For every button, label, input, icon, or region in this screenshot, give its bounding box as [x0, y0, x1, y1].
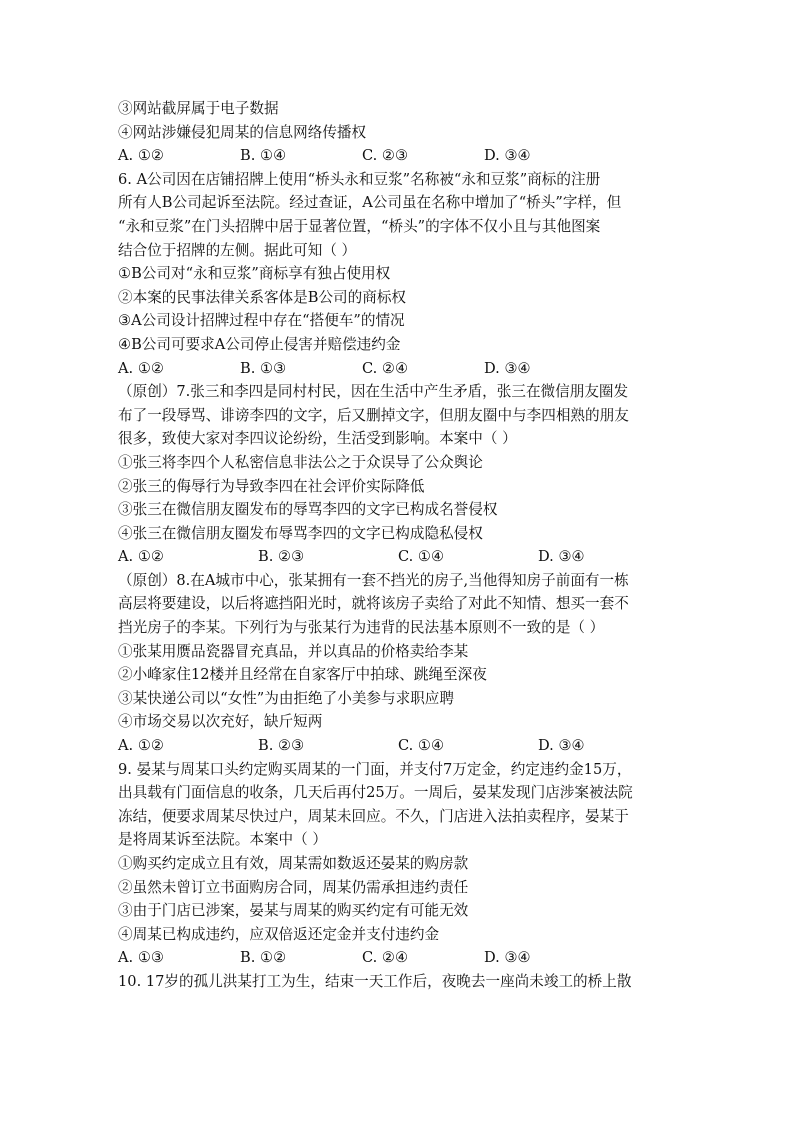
question-stem-line: “永和豆浆”在门头招牌中居于显著位置，“桥头”的字体不仅小且与其他图案	[118, 217, 601, 235]
question-stem-line: 是将周某诉至法院。本案中（ ）	[118, 831, 327, 849]
question-5-tail	[118, 97, 678, 168]
choice-item: ②张三的侮辱行为导致李四在社会评价实际降低	[118, 477, 425, 495]
question-stem-line: （原创）8.在A城市中心，张某拥有一套不挡光的房子,当他得知房子前面有一栋	[118, 571, 629, 589]
option-c: C. ②④	[362, 949, 409, 967]
option-b: B. ②③	[258, 737, 305, 755]
answer-options	[118, 734, 678, 758]
choice-item: ①购买约定成立且有效，周某需如数返还晏某的购房款	[118, 855, 469, 872]
option-a: A. ①②	[118, 737, 164, 755]
choice-item: ④网站涉嫌侵犯周某的信息网络传播权	[118, 123, 367, 141]
question-stem-line: 高层将要建设，以后将遮挡阳光时，就将该房子卖给了对此不知情、想买一套不	[118, 595, 629, 613]
question-stem-line: 6. A公司因在店铺招牌上使用“桥头永和豆浆”名称被“永和豆浆”商标的注册	[118, 170, 601, 188]
option-a: A. ①②	[118, 359, 164, 377]
answer-options	[118, 357, 678, 381]
option-c: C. ②③	[362, 147, 409, 165]
option-b: B. ①④	[240, 147, 287, 165]
choice-item: ③张三在微信朋友圈发布的辱骂李四的文字已构成名誉侵权	[118, 501, 498, 519]
option-a: A. ①③	[118, 949, 164, 967]
choice-item: ④周某已构成违约，应双倍返还定金并支付违约金	[118, 925, 440, 943]
question-stem-line: 结合位于招牌的左侧。据此可知（ ）	[118, 241, 357, 259]
question-stem-line: 10. 17岁的孤儿洪某打工为生，结束一天工作后，夜晚去一座尚未竣工的桥上散	[118, 972, 632, 990]
option-c: C. ②④	[362, 359, 409, 377]
option-a: A. ①②	[118, 147, 164, 165]
option-c: C. ①④	[398, 548, 445, 566]
choice-item: ①B公司对“永和豆浆”商标享有独占使用权	[118, 265, 391, 283]
question-stem-line: （原创）7.张三和李四是同村村民，因在生活中产生矛盾，张三在微信朋友圈发	[118, 383, 629, 401]
option-c: C. ①④	[398, 737, 445, 755]
option-b: B. ①③	[240, 359, 287, 377]
option-d: D. ③④	[484, 147, 531, 165]
option-b: B. ②③	[258, 548, 305, 566]
question-8	[118, 569, 678, 758]
question-6	[118, 168, 678, 380]
choice-item: ③网站截屏属于电子数据	[118, 100, 279, 117]
option-d: D. ③④	[538, 548, 585, 566]
question-stem-line: 很多，致使大家对李四议论纷纷，生活受到影响。本案中（ ）	[118, 430, 517, 448]
choice-item: ②虽然未曾订立书面购房合同，周某仍需承担违约责任	[118, 878, 469, 896]
choice-item: ③A公司设计招牌过程中存在“搭便车”的情况	[118, 312, 405, 330]
question-stem-line: 布了一段辱骂、诽谤李四的文字，后又删掉文字，但朋友圈中与李四相熟的朋友	[118, 406, 629, 424]
choice-item: ①张某用赝品瓷器冒充真品，并以真品的价格卖给李某	[118, 642, 469, 660]
question-9	[118, 758, 678, 970]
choice-item: ①张三将李四个人私密信息非法公之于众误导了公众舆论	[118, 453, 483, 471]
answer-options	[118, 144, 678, 168]
question-stem-line: 出具载有门面信息的收条，几天后再付25万。一周后，晏某发现门店涉案被法院	[118, 784, 633, 802]
option-d: D. ③④	[484, 359, 531, 377]
option-d: D. ③④	[484, 949, 531, 967]
answer-options	[118, 946, 678, 970]
choice-item: ②小峰家住12楼并且经常在自家客厅中拍球、跳绳至深夜	[118, 666, 487, 684]
question-stem-line: 9. 晏某与周某口头约定购买周某的一门面，并支付7万定金，约定违约金15万，	[118, 760, 632, 778]
choice-item: ④市场交易以次充好，缺斤短两	[118, 713, 323, 731]
choice-item: ②本案的民事法律关系客体是B公司的商标权	[118, 288, 407, 306]
question-10	[118, 970, 678, 994]
question-stem-line: 挡光房子的李某。下列行为与张某行为违背的民法基本原则不一致的是（ ）	[118, 619, 605, 637]
option-a: A. ①②	[118, 548, 164, 566]
choice-item: ④B公司可要求A公司停止侵害并赔偿违约金	[118, 335, 401, 353]
answer-options	[118, 545, 678, 569]
choice-item: ③由于门店已涉案，晏某与周某的购买约定有可能无效	[118, 902, 469, 920]
question-7	[118, 380, 678, 569]
option-b: B. ①②	[240, 949, 287, 967]
choice-item: ③某快递公司以“女性”为由拒绝了小美参与求职应聘	[118, 689, 454, 707]
question-stem-line: 所有人B公司起诉至法院。经过查证，A公司虽在名称中增加了“桥头”字样，但	[118, 194, 622, 212]
exam-page	[118, 97, 678, 994]
option-d: D. ③④	[538, 737, 585, 755]
question-stem-line: 冻结，便要求周某尽快过户，周某未回应。不久，门店进入法拍卖程序，晏某于	[118, 807, 629, 825]
choice-item: ④张三在微信朋友圈发布辱骂李四的文字已构成隐私侵权	[118, 524, 483, 542]
